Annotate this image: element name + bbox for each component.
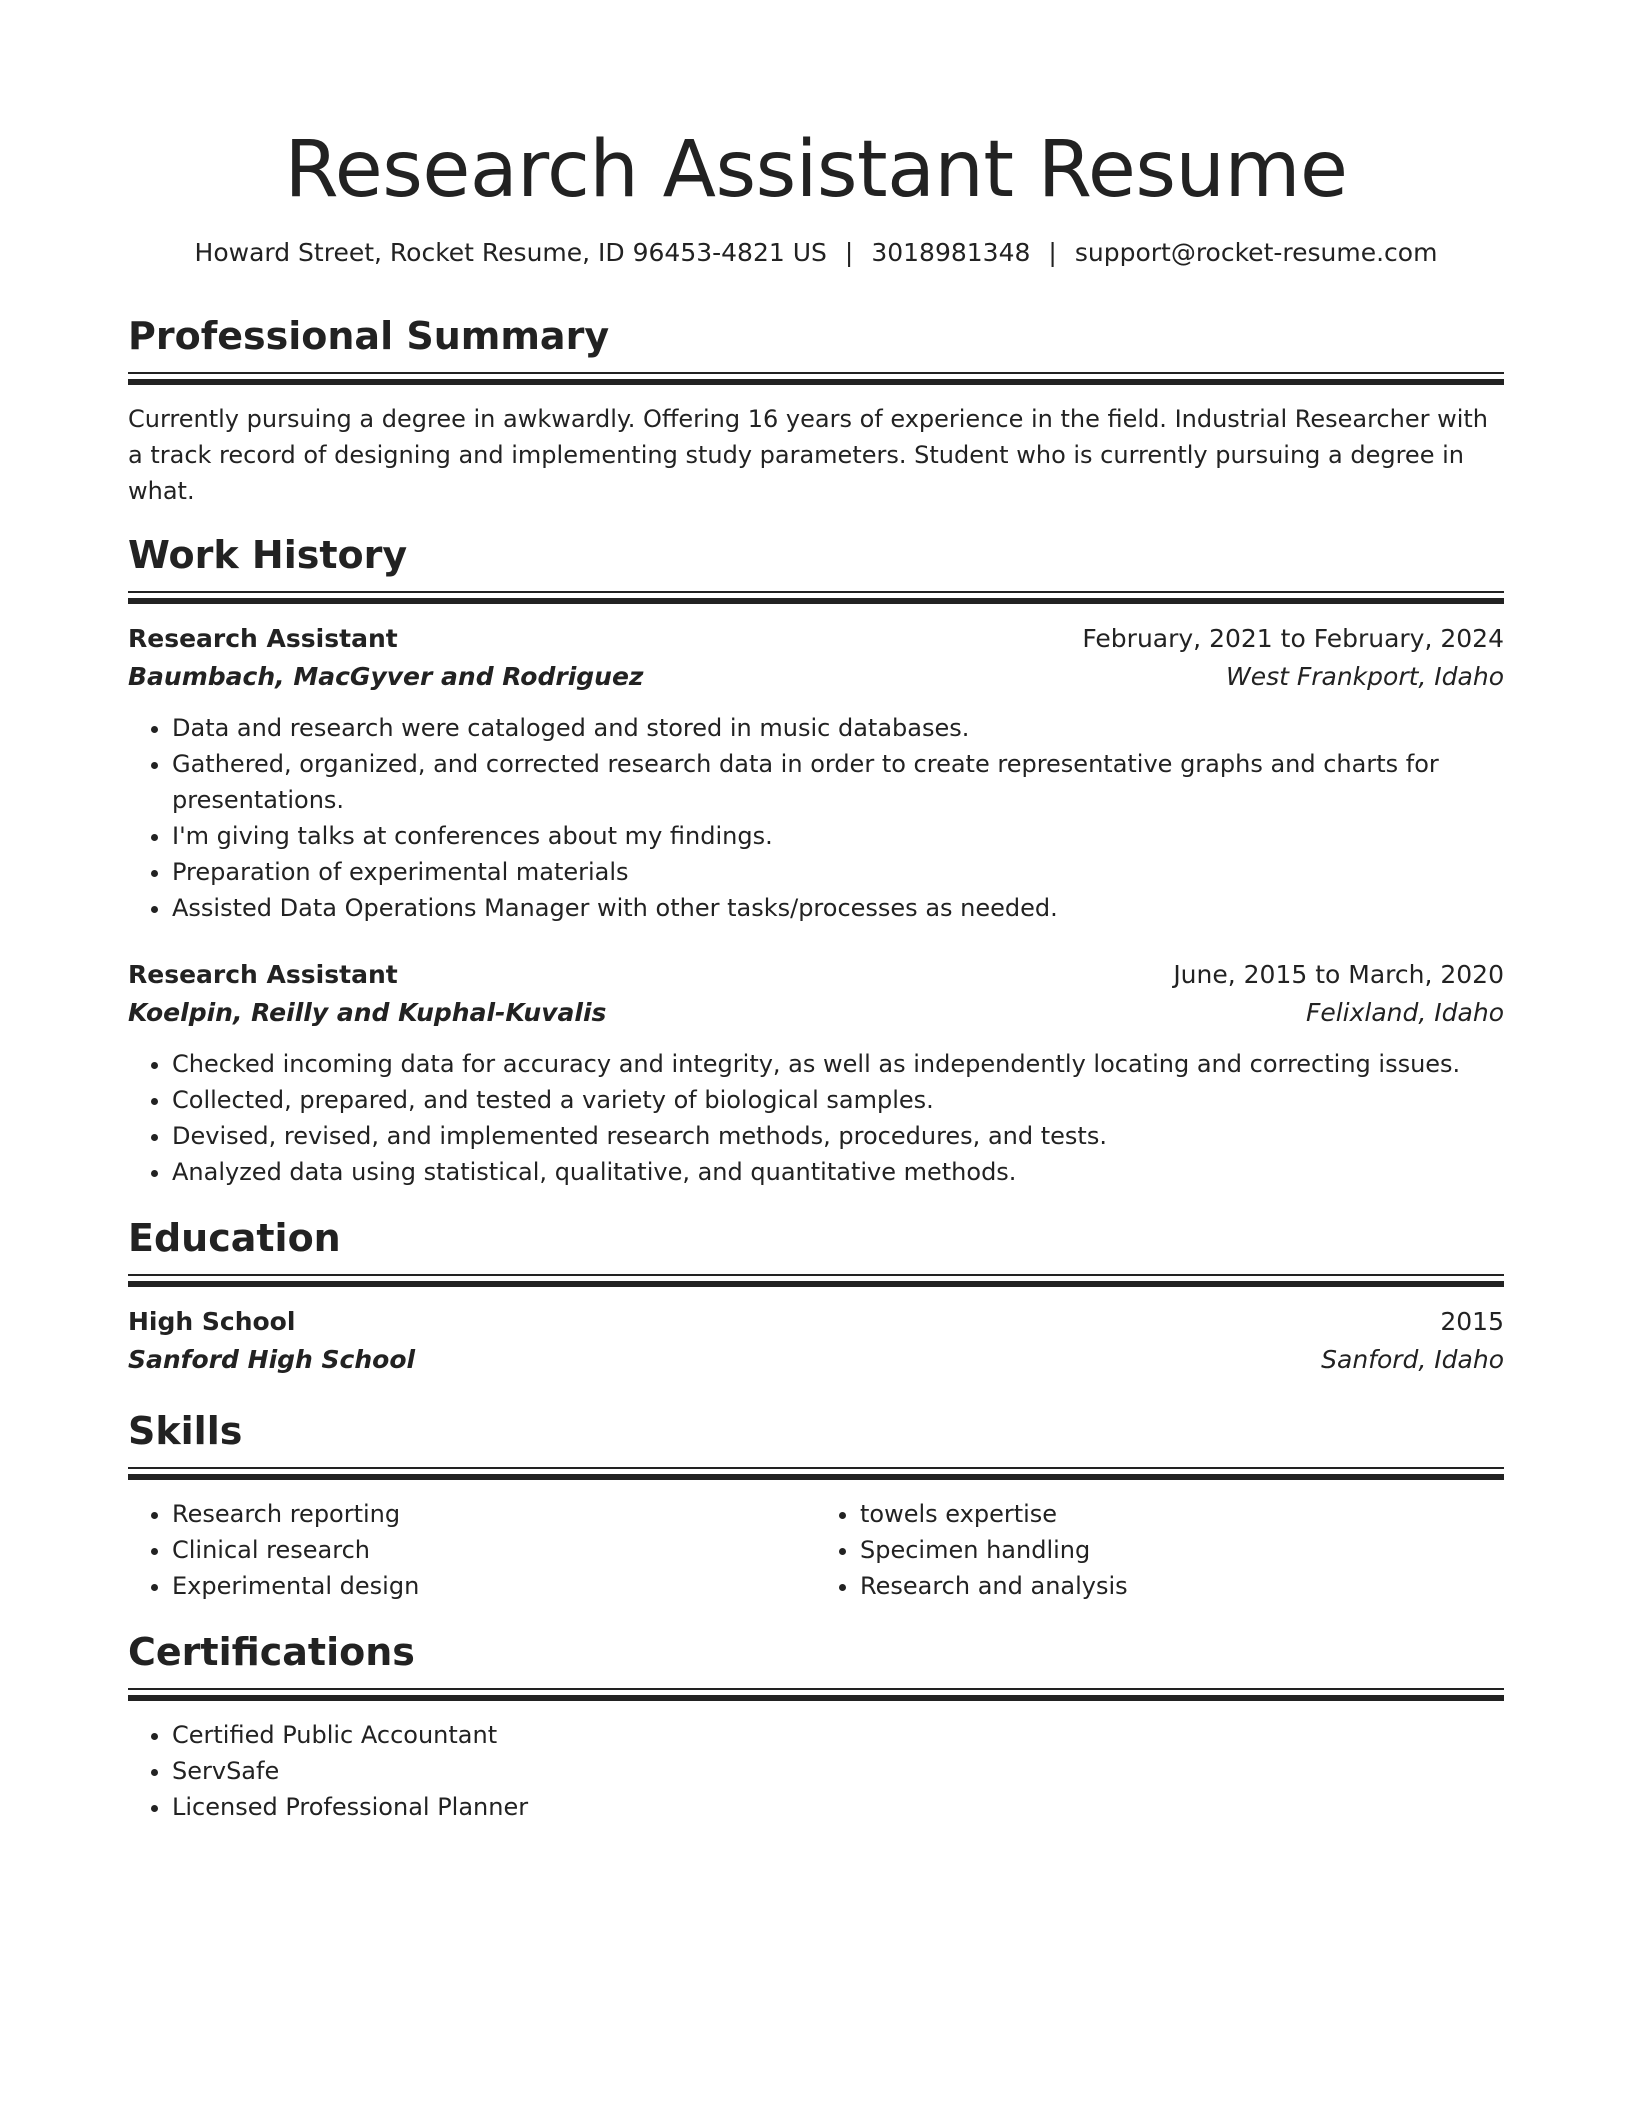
education-section <box>128 1214 1504 1379</box>
education-degree: High School <box>128 1307 296 1336</box>
job-location: Felixland, Idaho <box>1305 998 1504 1027</box>
list-item: • Collected, prepared, and tested a variety of biological samples. <box>172 1082 1504 1118</box>
section-divider-thick <box>128 379 1504 385</box>
list-item: • Assisted Data Operations Manager with other tasks/processes as needed. <box>172 890 1504 926</box>
summary-section <box>128 312 1504 509</box>
section-divider-thick <box>128 598 1504 604</box>
skills-columns <box>128 1496 1504 1604</box>
section-heading-work: Work History <box>128 533 408 577</box>
list-item: • I'm giving talks at conferences about my findings. <box>172 818 1504 854</box>
job-location: West Frankport, Idaho <box>1225 662 1504 691</box>
list-item: • Preparation of experimental materials <box>172 854 1504 890</box>
section-heading-certifications: Certifications <box>128 1630 415 1674</box>
education-year: 2015 <box>1440 1307 1504 1336</box>
certification-item: • ServSafe <box>172 1753 1504 1789</box>
work-section <box>128 531 1504 1190</box>
contact-phone: 3018981348 <box>871 238 1031 267</box>
section-divider-thin <box>128 372 1504 374</box>
skill-item: • Research reporting <box>172 1496 816 1532</box>
certifications-section <box>128 1628 1504 1825</box>
skill-item: • Clinical research <box>172 1532 816 1568</box>
resume-page <box>128 0 1504 1825</box>
skill-item: • Experimental design <box>172 1568 816 1604</box>
contact-email: support@rocket-resume.com <box>1074 238 1438 267</box>
section-heading-education: Education <box>128 1216 341 1260</box>
section-divider-thin <box>128 1688 1504 1690</box>
section-divider-thick <box>128 1474 1504 1480</box>
skill-item: • towels expertise <box>860 1496 1504 1532</box>
contact-separator: | <box>1048 238 1057 267</box>
education-school: Sanford High School <box>128 1345 416 1374</box>
job-bullets <box>128 710 1504 926</box>
certifications-list <box>128 1717 1504 1825</box>
contact-line <box>128 236 1504 270</box>
contact-address: Howard Street, Rocket Resume, ID 96453-4821 US <box>194 238 827 267</box>
section-divider-thin <box>128 1467 1504 1469</box>
list-item: • Devised, revised, and implemented research methods, procedures, and tests. <box>172 1118 1504 1154</box>
contact-separator: | <box>844 238 854 267</box>
job-entry <box>128 620 1504 926</box>
skills-list-left <box>128 1496 816 1604</box>
summary-text: Currently pursuing a degree in awkwardly. Offering 16 years of experience in the field. Industrial Researcher with a track record of designing and implementing study parameters. Student who is currently pursuing a degree in what. <box>128 405 1489 505</box>
skill-item: • Research and analysis <box>860 1568 1504 1604</box>
job-bullets <box>128 1046 1504 1190</box>
section-heading-skills: Skills <box>128 1409 243 1453</box>
job-title: Research Assistant <box>128 960 398 989</box>
certification-item: • Certified Public Accountant <box>172 1717 1504 1753</box>
section-divider-thin <box>128 1274 1504 1276</box>
list-item: • Checked incoming data for accuracy and integrity, as well as independently locating and correcting issues. <box>172 1046 1504 1082</box>
job-company: Baumbach, MacGyver and Rodriguez <box>128 662 644 691</box>
job-entry <box>128 956 1504 1190</box>
list-item: • Gathered, organized, and corrected research data in order to create representative graphs and charts for presentations. <box>172 746 1504 818</box>
education-entry <box>128 1303 1504 1379</box>
certification-item: • Licensed Professional Planner <box>172 1789 1504 1825</box>
skills-section <box>128 1407 1504 1604</box>
education-location: Sanford, Idaho <box>1321 1345 1504 1374</box>
job-title: Research Assistant <box>128 624 398 653</box>
skills-list-right <box>816 1496 1504 1604</box>
job-dates: February, 2021 to February, 2024 <box>1082 624 1504 653</box>
resume-title: Research Assistant Resume <box>284 125 1348 215</box>
list-item: • Data and research were cataloged and stored in music databases. <box>172 710 1504 746</box>
skill-item: • Specimen handling <box>860 1532 1504 1568</box>
job-company: Koelpin, Reilly and Kuphal-Kuvalis <box>128 998 607 1027</box>
section-heading-summary: Professional Summary <box>128 314 610 358</box>
job-dates: June, 2015 to March, 2020 <box>1173 960 1504 989</box>
list-item: • Analyzed data using statistical, qualitative, and quantitative methods. <box>172 1154 1504 1190</box>
section-divider-thick <box>128 1695 1504 1701</box>
section-divider-thin <box>128 591 1504 593</box>
section-divider-thick <box>128 1281 1504 1287</box>
